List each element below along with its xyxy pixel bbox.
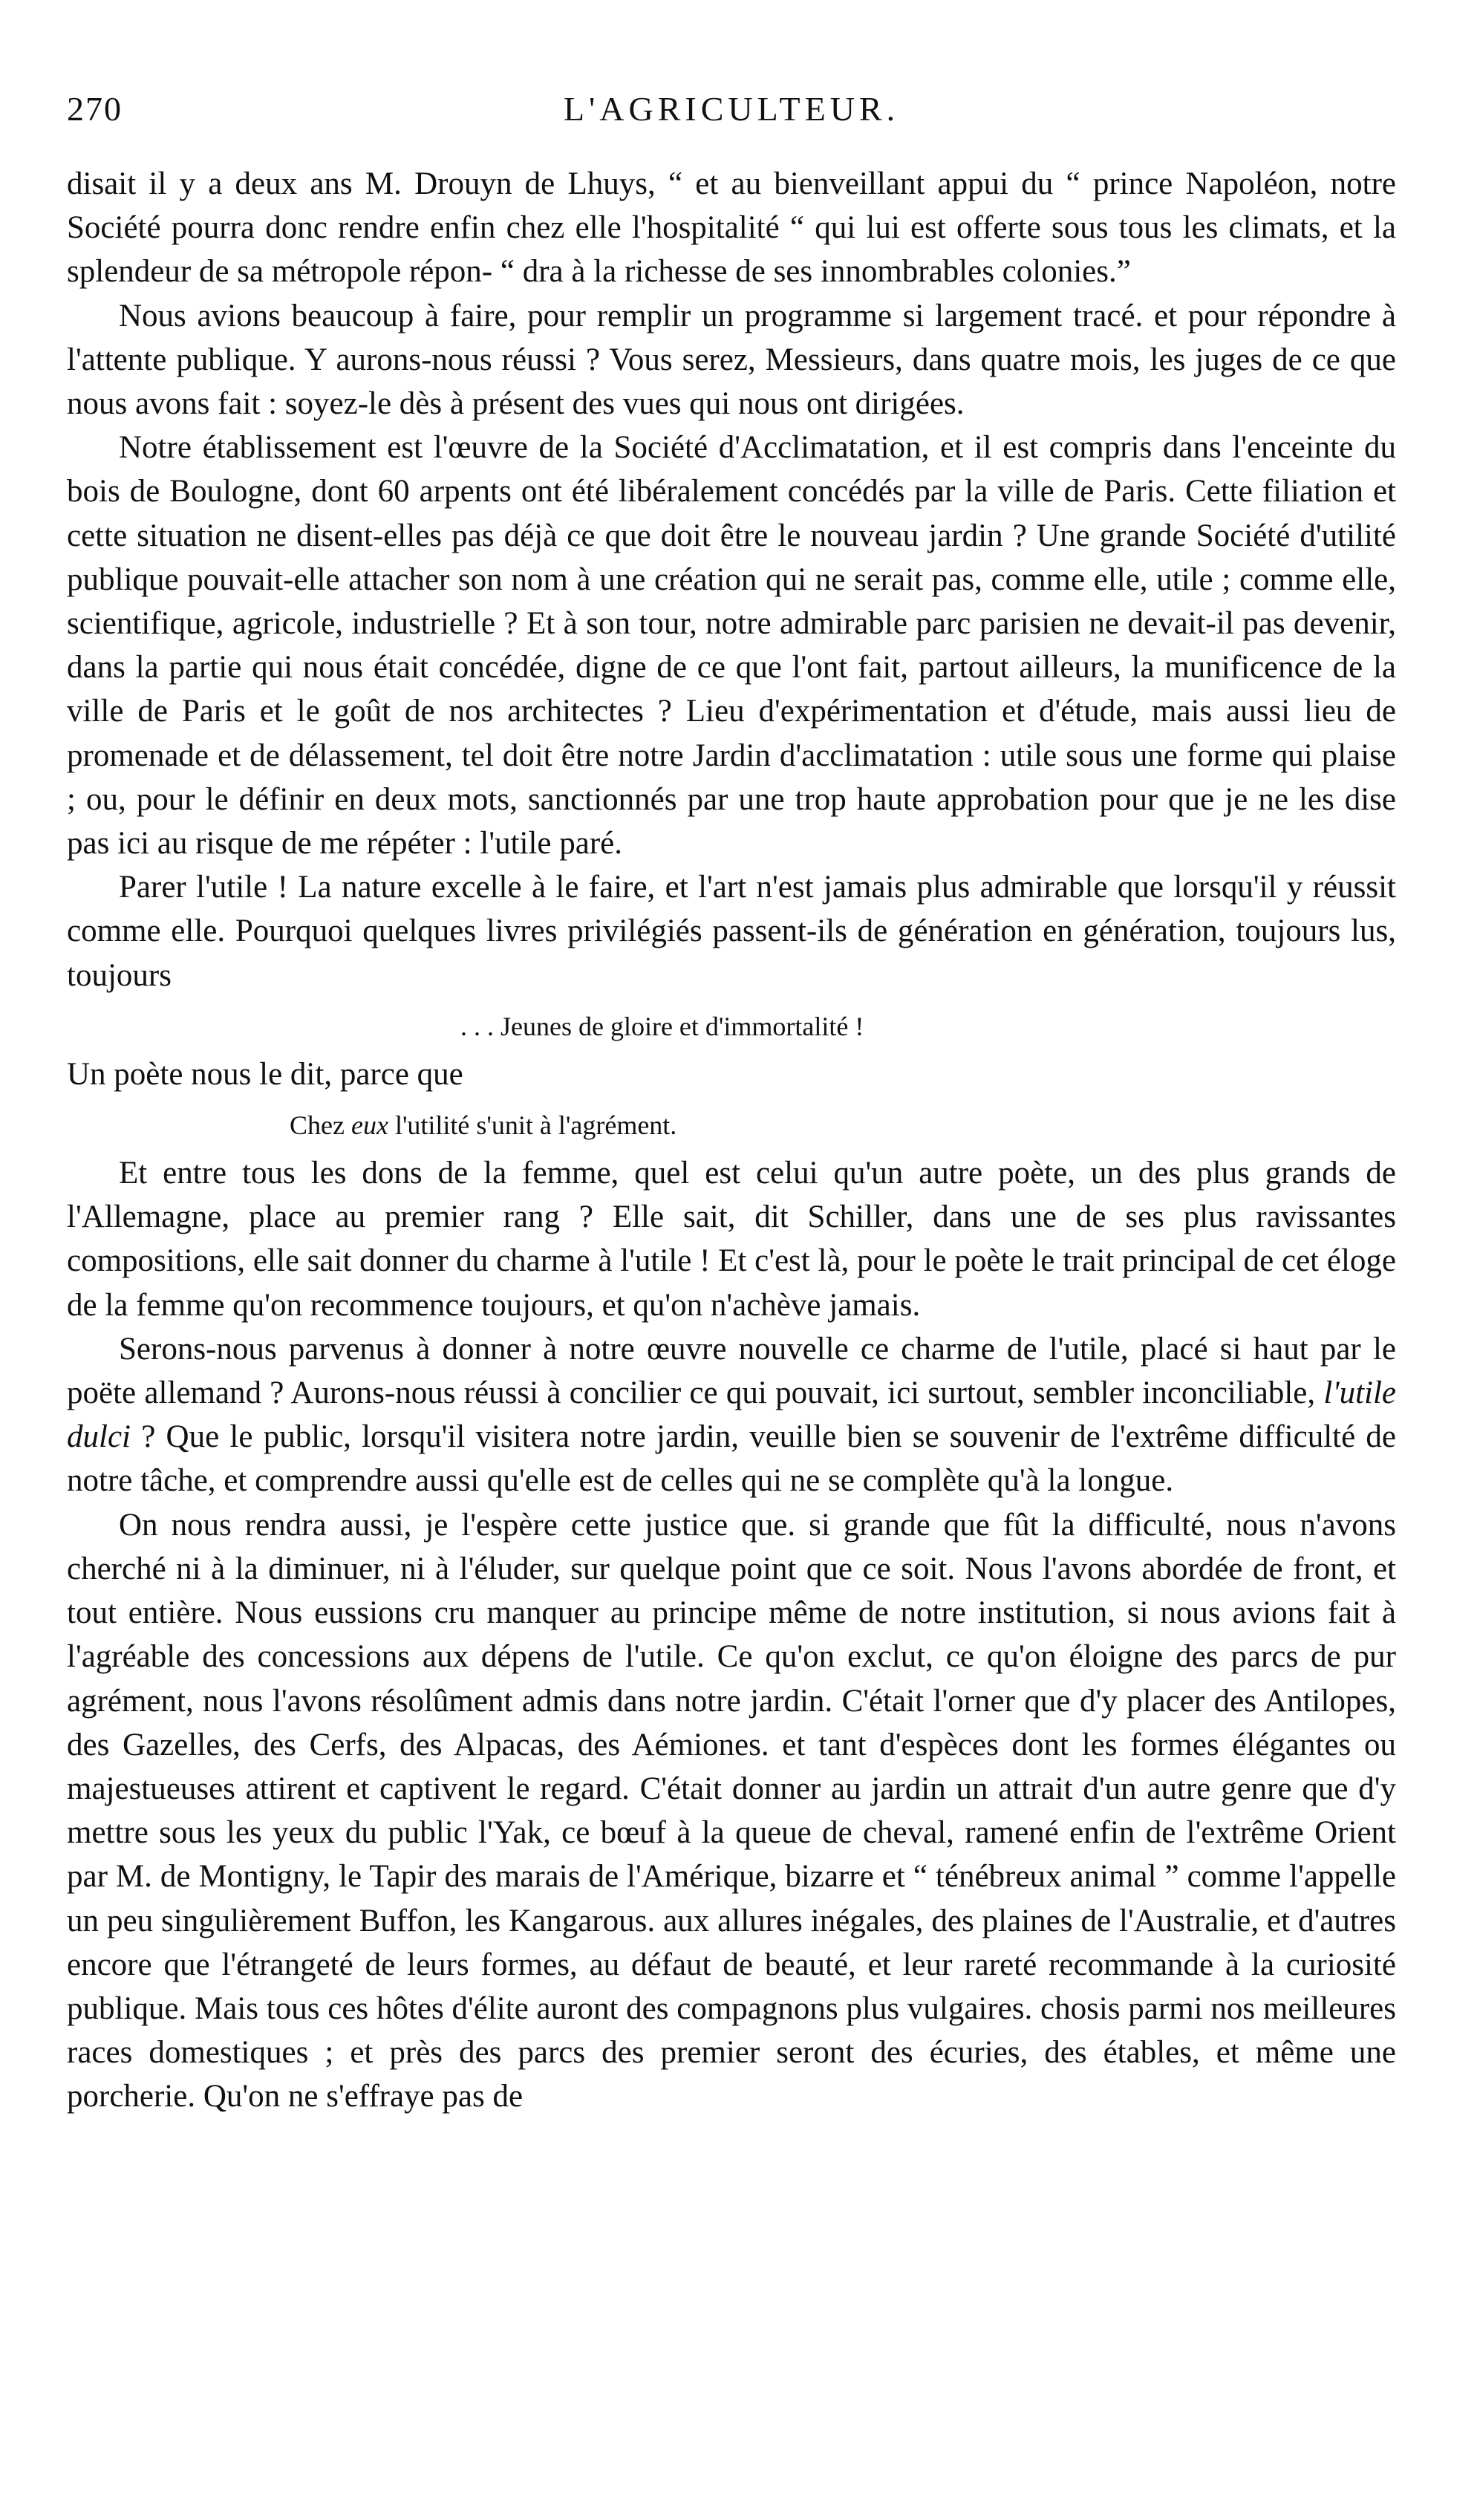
- quote-text: l'utilité s'unit à l'agrément.: [388, 1110, 677, 1141]
- paragraph: disait il y a deux ans M. Drouyn de Lhuys, “ et au bienveillant appui du “ prince Napoléon, notre Société pourra donc rendre enfin chez elle l'hospitalité “ qui lui est offerte sous tous les climats, et la splendeur de sa métropole répon- “ dra à la richesse de ses innombrables colonies.”: [67, 166, 1396, 290]
- page-number: 270: [67, 90, 123, 128]
- paragraph: Un poète nous le dit, parce que: [67, 1056, 463, 1092]
- verse-quote: . . . Jeunes de gloire et d'immortalité !: [460, 1011, 864, 1041]
- paragraph: Notre établissement est l'œuvre de la Société d'Acclimatation, et il est compris dans l'enceinte du bois de Boulogne, dont 60 arpents ont été libéralement concédés par la ville de Paris. Cette filiation et cette situation ne disent-elles pas déjà ce que doit être le nouveau jardin ? Une grande Société d'utilité publique pouvait-elle attacher son nom à une création qui ne serait pas, comme elle, utile ; comme elle, scientifique, agricole, industrielle ? Et à son tour, notre admirable parc parisien ne devait-il pas devenir, dans la partie qui nous était concédée, digne de ce que l'ont fait, partout ailleurs, la munificence de la ville de Paris et le goût de nos architectes ? Lieu d'expérimentation et d'étude, mais aussi lieu de promenade et de délassement, tel doit être notre Jardin d'acclimatation : utile sous une forme qui plaise ; ou, pour le définir en deux mots, sanctionnés par une trop haute approbation pour que je ne les dise pas ici au risque de me répéter : l'utile paré.: [67, 430, 1396, 862]
- paragraph-text: ? Que le public, lorsqu'il visitera notre jardin, veuille bien se souvenir de l'extrême difficulté de notre tâche, et comprendre aussi qu'elle est de celles qui ne se complète qu'à la longue.: [67, 1419, 1396, 1499]
- paragraph: Nous avions beaucoup à faire, pour remplir un programme si largement tracé. et pour répondre à l'attente publique. Y aurons-nous réussi ? Vous serez, Messieurs, dans quatre mois, les juges de ce que nous avons fait : soyez-le dès à présent des vues qui nous ont dirigées.: [67, 298, 1396, 422]
- paragraph-text: Serons-nous parvenus à donner à notre œuvre nouvelle ce charme de l'utile, placé si haut par le poëte allemand ? Aurons-nous réussi à concilier ce qui pouvait, ici surtout, sembler inconciliable,: [67, 1331, 1396, 1411]
- paragraph: On nous rendra aussi, je l'espère cette justice que. si grande que fût la difficulté, nous n'avons cherché ni à la diminuer, ni à l'éluder, sur quelque point que ce soit. Nous l'avons abordée de front, et tout entière. Nous eussions cru manquer au principe même de notre institution, si nous avions fait à l'agréable des concessions aux dépens de l'utile. Ce qu'on exclut, ce qu'on éloigne des parcs de pur agrément, nous l'avons résolûment admis dans notre jardin. C'était l'orner que d'y placer des Antilopes, des Gazelles, des Cerfs, des Alpacas, des Aémiones. et tant d'espèces dont les formes élégantes ou majestueuses attirent et captivent le regard. C'était donner au jardin un attrait d'un autre genre que d'y mettre sous les yeux du public l'Yak, ce bœuf à la queue de cheval, ramené enfin de l'extrême Orient par M. de Montigny, le Tapir des marais de l'Amérique, bizarre et “ ténébreux animal ” comme l'appelle un peu singulièrement Buffon, les Kangarous. aux allures inégales, des plaines de l'Australie, et d'autres encore que l'étrangeté de leurs formes, au défaut de beauté, et leur rareté recommande à la curiosité publique. Mais tous ces hôtes d'élite auront des compagnons plus vulgaires. chosis parmi nos meilleures races domestiques ; et près des parcs des premier seront des écuries, des étables, et même une porcherie. Qu'on ne s'effraye pas de: [67, 1507, 1396, 2114]
- quote-italic-text: eux: [350, 1110, 388, 1141]
- quote-text: Chez: [290, 1110, 351, 1141]
- document-page: [67, 89, 1396, 2119]
- running-title: L'AGRICULTEUR.: [563, 90, 900, 128]
- paragraph: [67, 1327, 1396, 1503]
- page-header: [67, 89, 1396, 149]
- paragraph: Et entre tous les dons de la femme, quel est celui qu'un autre poète, un des plus grands de l'Allemagne, place au premier rang ? Elle sait, dit Schiller, dans une de ses plus ravissantes compositions, elle sait donner du charme à l'utile ! Et c'est là, pour le poète le trait principal de cet éloge de la femme qu'on recommence toujours, et qu'on n'achève jamais.: [67, 1156, 1396, 1323]
- paragraph: Parer l'utile ! La nature excelle à le faire, et l'art n'est jamais plus admirable que lorsqu'il y réussit comme elle. Pourquoi quelques livres privilégiés passent-ils de génération en génération, toujours lus, toujours: [67, 870, 1396, 993]
- latin-phrase: l'utile dulci: [67, 1375, 1396, 1455]
- body-text: [67, 162, 1396, 2119]
- verse-quote: [67, 1102, 1396, 1148]
